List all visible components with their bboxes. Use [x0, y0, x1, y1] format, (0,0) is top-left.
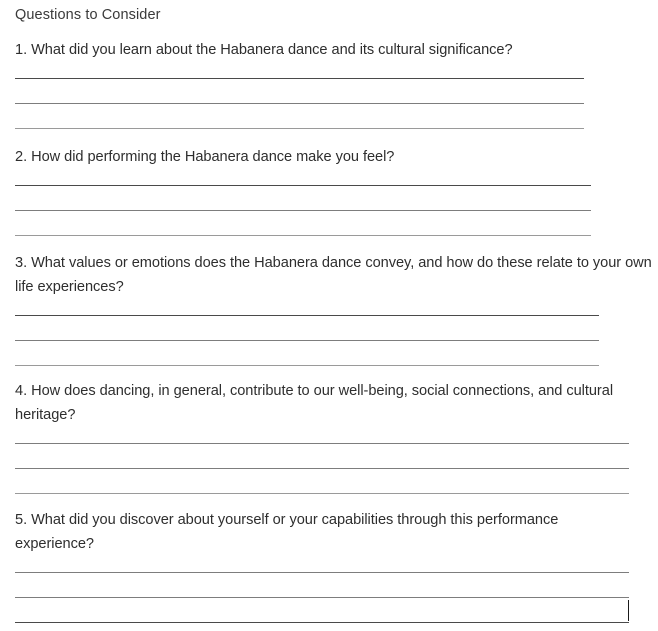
answer-line[interactable]: [15, 493, 629, 494]
line-spacer: [15, 444, 629, 468]
line-spacer: [15, 469, 629, 493]
page-title: Questions to Consider: [15, 7, 161, 23]
line-spacer: [15, 79, 584, 103]
question-block-1: [15, 38, 653, 129]
question-block-2: [15, 145, 653, 236]
answer-lines-3: [15, 315, 599, 366]
answer-line[interactable]: [15, 235, 591, 236]
answer-line[interactable]: [15, 128, 584, 129]
question-text-3: 3. What values or emotions does the Habanera dance convey, and how do these relate to your own life experiences?: [15, 255, 652, 295]
line-spacer: [15, 598, 629, 622]
text-cursor: [628, 600, 629, 621]
question-text-1: 1. What did you learn about the Habanera dance and its cultural significance?: [15, 42, 513, 58]
answer-lines-4: [15, 443, 629, 494]
question-block-5: [15, 508, 637, 623]
answer-line[interactable]: [15, 365, 599, 366]
line-spacer: [15, 341, 599, 365]
question-text-5: 5. What did you discover about yourself or your capabilities through this performance experience?: [15, 512, 559, 552]
question-text-4: 4. How does dancing, in general, contribute to our well-being, social connections, and cultural heritage?: [15, 383, 614, 423]
answer-lines-1: [15, 78, 584, 129]
answer-line[interactable]: [15, 622, 629, 623]
line-spacer: [15, 316, 599, 340]
question-block-4: [15, 379, 641, 494]
question-block-3: [15, 251, 655, 366]
question-text-2: 2. How did performing the Habanera dance make you feel?: [15, 149, 395, 165]
line-spacer: [15, 186, 591, 210]
line-spacer: [15, 211, 591, 235]
answer-lines-2: [15, 185, 591, 236]
answer-lines-5: [15, 572, 629, 623]
line-spacer: [15, 573, 629, 597]
line-spacer: [15, 104, 584, 128]
